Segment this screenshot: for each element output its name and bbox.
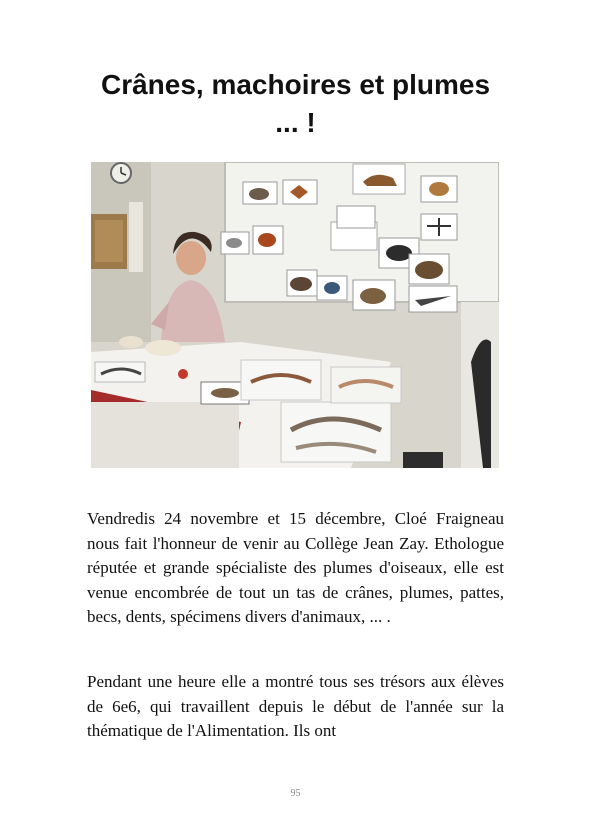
- classroom-photo: [91, 162, 499, 468]
- paragraph-2: Pendant une heure elle a montré tous ses trésors aux élèves de 6e6, qui travaillent depuis le début de l'année sur la thématique de l'Alimentation. Ils ont: [87, 672, 504, 741]
- title-line-1: Crânes, machoires et plumes: [100, 69, 491, 100]
- page-number: 95: [290, 788, 301, 799]
- title-line-2: ... !: [275, 107, 316, 138]
- page-title: [40, 66, 551, 142]
- paragraph-1: Vendredis 24 novembre et 15 décembre, Cloé Fraigneau nous fait l'honneur de venir au Collège Jean Zay. Ethologue réputée et grande spécialiste des plumes d'oiseaux, elle est venue encombrée de tout un tas de crânes, plumes, pattes, becs, dents, spécimens divers d'animaux, ... .: [87, 509, 504, 627]
